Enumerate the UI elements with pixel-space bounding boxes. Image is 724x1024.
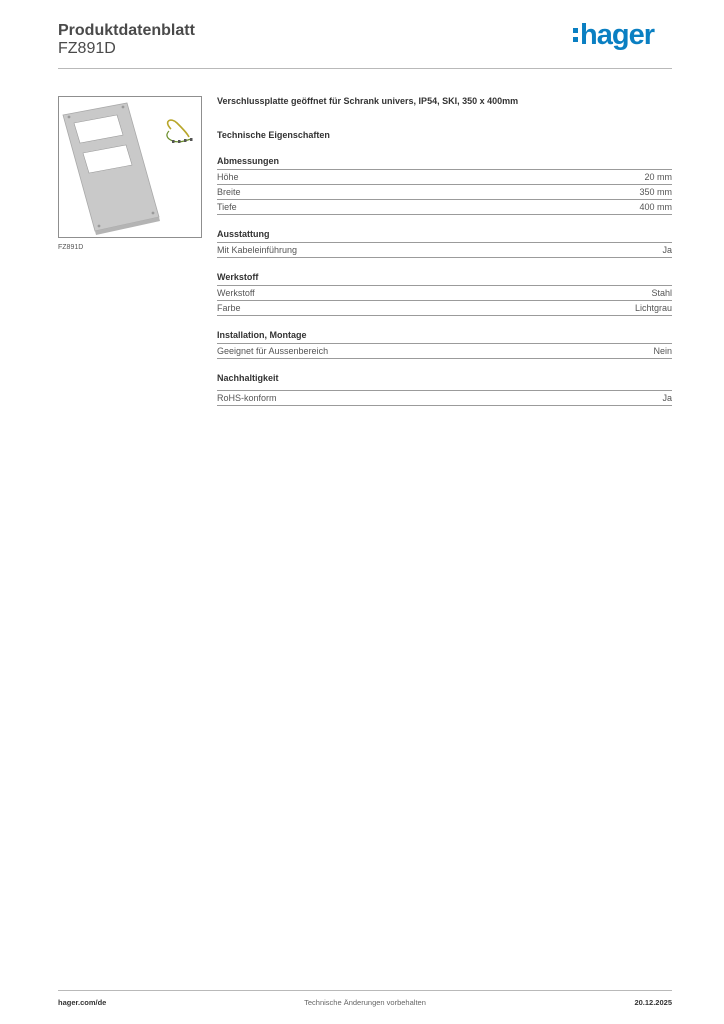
cover-plate-illustration xyxy=(59,97,201,237)
property-value: Lichtgrau xyxy=(634,303,672,313)
property-row xyxy=(217,243,672,258)
logo-wordmark: hager xyxy=(580,19,654,51)
footer-divider xyxy=(58,990,672,991)
property-label: Werkstoff xyxy=(217,288,255,298)
hager-logo xyxy=(573,20,654,50)
page-footer xyxy=(58,998,672,1010)
group-title: Ausstattung xyxy=(217,229,672,243)
property-label: Tiefe xyxy=(217,202,237,212)
section-heading: Technische Eigenschaften xyxy=(217,130,330,140)
product-code: FZ891D xyxy=(58,40,116,57)
header-divider xyxy=(58,68,672,69)
property-row xyxy=(217,200,672,215)
property-label: Farbe xyxy=(217,303,241,313)
property-row xyxy=(217,344,672,359)
property-row xyxy=(217,286,672,301)
property-value: Ja xyxy=(662,393,672,403)
footer-notice: Technische Änderungen vorbehalten xyxy=(304,998,426,1007)
product-image xyxy=(58,96,202,238)
group-werkstoff xyxy=(217,272,672,316)
property-label: Geeignet für Aussenbereich xyxy=(217,346,329,356)
property-row xyxy=(217,301,672,316)
group-title: Installation, Montage xyxy=(217,330,672,344)
logo-dots-icon xyxy=(573,28,578,42)
image-caption: FZ891D xyxy=(58,244,84,251)
property-value: Stahl xyxy=(651,288,672,298)
property-value: 20 mm xyxy=(644,172,672,182)
property-row xyxy=(217,170,672,185)
group-nachhaltigkeit xyxy=(217,373,672,406)
group-ausstattung xyxy=(217,229,672,258)
property-label: Mit Kabeleinführung xyxy=(217,245,298,255)
property-value: 350 mm xyxy=(639,187,672,197)
property-value: Nein xyxy=(653,346,672,356)
footer-website-link[interactable]: hager.com/de xyxy=(58,998,107,1007)
property-label: Breite xyxy=(217,187,241,197)
property-value: 400 mm xyxy=(639,202,672,212)
page-header xyxy=(58,20,672,68)
product-description: Verschlussplatte geöffnet für Schrank univers, IP54, SKI, 350 x 400mm xyxy=(217,96,519,106)
property-value: Ja xyxy=(662,245,672,255)
property-row xyxy=(217,185,672,200)
property-row xyxy=(217,390,672,406)
property-label: RoHS-konform xyxy=(217,393,277,403)
group-title: Abmessungen xyxy=(217,156,672,170)
property-label: Höhe xyxy=(217,172,239,182)
footer-date: 20.12.2025 xyxy=(634,998,672,1007)
document-title: Produktdatenblatt xyxy=(58,22,195,39)
group-title: Nachhaltigkeit xyxy=(217,373,279,383)
group-title: Werkstoff xyxy=(217,272,672,286)
product-details xyxy=(217,96,672,406)
group-abmessungen xyxy=(217,156,672,215)
group-installation xyxy=(217,330,672,359)
